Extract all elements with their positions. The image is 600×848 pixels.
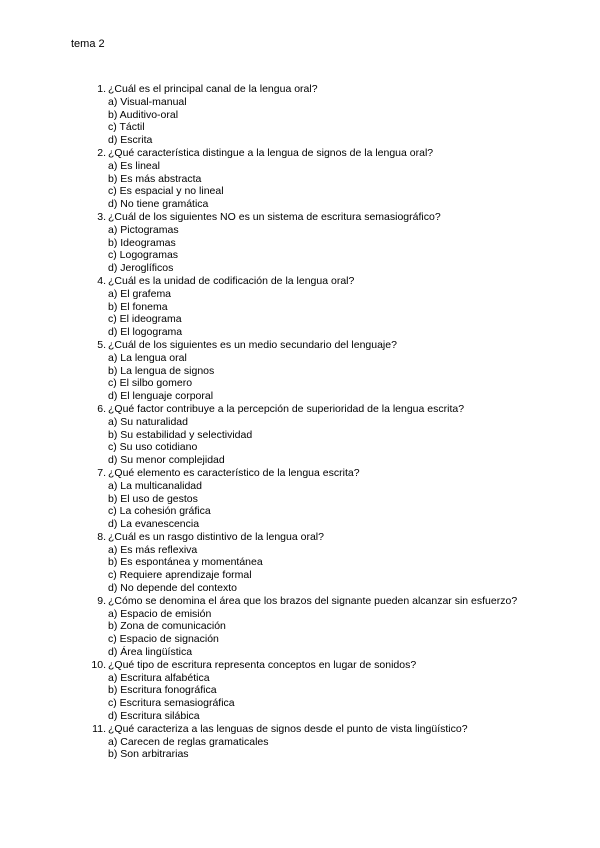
question-text: ¿Cuál es el principal canal de la lengua oral? <box>108 83 318 95</box>
answer-option: c) El silbo gomero <box>108 377 193 390</box>
answer-option: c) Es espacial y no lineal <box>108 185 224 198</box>
question-number: 7. <box>97 466 106 479</box>
answer-option: b) Son arbitrarias <box>108 748 189 761</box>
answer-option: b) Su estabilidad y selectividad <box>108 428 253 441</box>
answer-option: b) El uso de gestos <box>108 492 198 505</box>
question-item <box>88 403 528 467</box>
option-list <box>108 608 528 659</box>
option-list <box>108 288 528 339</box>
answer-option: d) Escritura silábica <box>108 710 200 723</box>
question-item <box>88 723 528 761</box>
answer-option: d) La evanescencia <box>108 518 200 531</box>
answer-option: d) Escrita <box>108 134 153 147</box>
question-item <box>88 339 528 403</box>
answer-option: c) Logogramas <box>108 249 179 262</box>
question-text: ¿Qué caracteriza a las lenguas de signos desde el punto de vista lingüístico? <box>108 722 468 735</box>
answer-option: b) Zona de comunicación <box>108 620 226 633</box>
answer-option: c) El ideograma <box>108 313 182 326</box>
answer-option: b) Escritura fonográfica <box>108 684 217 697</box>
option-list <box>108 160 528 211</box>
question-list <box>88 83 528 761</box>
answer-option: b) Ideogramas <box>108 236 176 249</box>
question-text: ¿Cómo se denomina el área que los brazos del signante pueden alcanzar sin esfuerzo? <box>108 594 518 607</box>
option-list <box>108 480 528 531</box>
option-list <box>108 672 528 723</box>
answer-option: a) Espacio de emisión <box>108 607 212 620</box>
question-text: ¿Cuál de los siguientes NO es un sistema de escritura semasiográfico? <box>108 210 441 223</box>
answer-option: c) Táctil <box>108 121 145 134</box>
question-item <box>88 595 528 659</box>
question-number: 10. <box>91 658 106 671</box>
question-number: 3. <box>97 210 106 223</box>
answer-option: d) No tiene gramática <box>108 198 209 211</box>
question-number: 11. <box>92 722 106 735</box>
answer-option: d) El lenguaje corporal <box>108 390 214 403</box>
question-text: ¿Qué factor contribuye a la percepción de superioridad de la lengua escrita? <box>108 402 465 415</box>
answer-option: c) Requiere aprendizaje formal <box>108 569 252 582</box>
answer-option: a) Su naturalidad <box>108 415 188 428</box>
question-text: ¿Qué característica distingue a la lengua de signos de la lengua oral? <box>108 146 434 159</box>
answer-option: c) La cohesión gráfica <box>108 505 211 518</box>
question-number: 5. <box>97 338 106 351</box>
answer-option: c) Su uso cotidiano <box>108 441 198 454</box>
answer-option: b) El fonema <box>108 300 168 313</box>
answer-option: b) Auditivo-oral <box>108 108 179 121</box>
option-list <box>108 224 528 275</box>
answer-option: a) Pictogramas <box>108 223 179 236</box>
option-list <box>108 416 528 467</box>
answer-option: a) Es lineal <box>108 159 160 172</box>
answer-option: d) Su menor complejidad <box>108 454 225 467</box>
answer-option: a) Escritura alfabética <box>108 671 210 684</box>
answer-option: c) Espacio de signación <box>108 633 219 646</box>
question-text: ¿Qué elemento es característico de la lengua escrita? <box>108 466 360 479</box>
option-list <box>108 352 528 403</box>
question-number: 4. <box>97 274 106 287</box>
question-item <box>88 659 528 723</box>
question-item <box>88 275 528 339</box>
answer-option: b) Es más abstracta <box>108 172 202 185</box>
question-text: ¿Qué tipo de escritura representa conceptos en lugar de sonidos? <box>108 658 417 671</box>
answer-option: a) La lengua oral <box>108 351 187 364</box>
question-text: ¿Cuál es la unidad de codificación de la lengua oral? <box>108 274 355 287</box>
question-number: 2. <box>97 146 106 159</box>
answer-option: c) Escritura semasiográfica <box>108 697 235 710</box>
answer-option: a) Visual-manual <box>108 95 187 108</box>
option-list <box>108 96 528 147</box>
question-number: 8. <box>97 530 106 543</box>
answer-option: b) La lengua de signos <box>108 364 215 377</box>
answer-option: d) No depende del contexto <box>108 582 238 595</box>
question-item <box>88 211 528 275</box>
option-list <box>108 736 528 762</box>
question-item <box>88 83 528 147</box>
question-item <box>88 147 528 211</box>
document-title: tema 2 <box>71 38 105 50</box>
question-number: 9. <box>97 594 106 607</box>
question-item <box>88 467 528 531</box>
question-number: 1. <box>97 83 106 95</box>
question-text: ¿Cuál de los siguientes es un medio secundario del lenguaje? <box>108 338 397 351</box>
answer-option: d) Jeroglíficos <box>108 262 174 275</box>
answer-option: a) El grafema <box>108 287 172 300</box>
question-text: ¿Cuál es un rasgo distintivo de la lengua oral? <box>108 530 324 543</box>
question-item <box>88 531 528 595</box>
question-number: 6. <box>97 402 106 415</box>
answer-option: a) Es más reflexiva <box>108 543 198 556</box>
option-list <box>108 544 528 595</box>
answer-option: a) La multicanalidad <box>108 479 202 492</box>
answer-option: d) El logograma <box>108 326 183 339</box>
answer-option: a) Carecen de reglas gramaticales <box>108 735 269 748</box>
answer-option: d) Área lingüística <box>108 646 193 659</box>
answer-option: b) Es espontánea y momentánea <box>108 556 263 569</box>
